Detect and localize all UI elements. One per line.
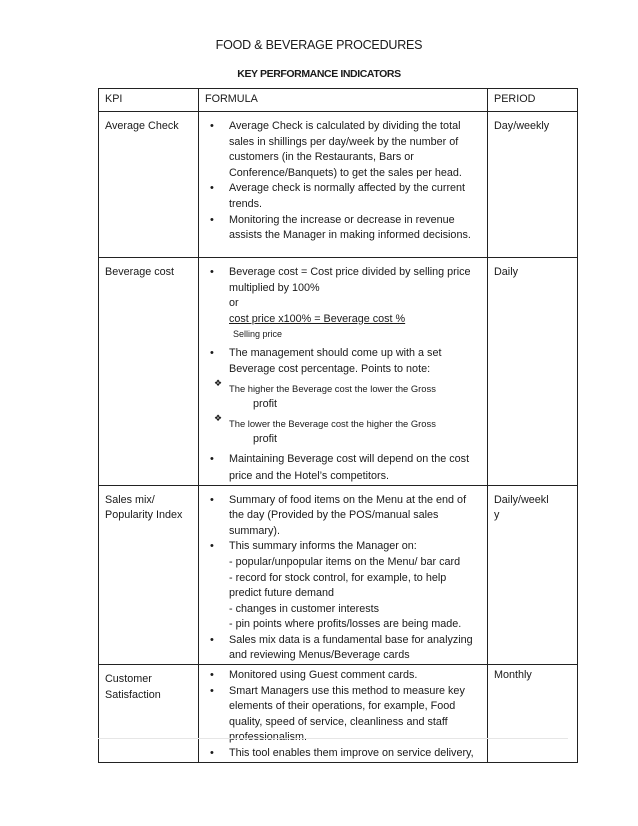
text-line: Customer bbox=[105, 673, 152, 686]
text-line: sales in shillings per day/week by the number of bbox=[229, 135, 459, 148]
text-line: summary). bbox=[229, 524, 280, 537]
kpi-cell bbox=[99, 665, 199, 763]
text-line: • Summary of food items on the Menu at the end of bbox=[229, 493, 467, 506]
formula-cell bbox=[199, 665, 488, 763]
period-cell: Monthly bbox=[488, 665, 578, 763]
text-line: or bbox=[229, 297, 239, 310]
document-title: FOOD & BEVERAGE PROCEDURES bbox=[215, 38, 423, 52]
section-subtitle: KEY PERFORMANCE INDICATORS bbox=[237, 68, 401, 80]
table-header-row bbox=[99, 89, 578, 112]
kpi-cell: Beverage cost bbox=[99, 258, 199, 486]
kpi-cell: Average Check bbox=[99, 112, 199, 258]
list-item bbox=[205, 493, 481, 540]
text-line: multiplied by 100% bbox=[229, 281, 320, 294]
table-row bbox=[99, 485, 578, 665]
text-line: • This summary informs the Manager on: bbox=[229, 540, 417, 553]
text-line: • Monitored using Guest comment cards. bbox=[229, 669, 418, 682]
text-line: ❖ The higher the Beverage cost the lower the Gross bbox=[229, 383, 436, 395]
text-line: - changes in customer interests bbox=[229, 602, 380, 615]
text-line: • Monitoring the increase or decrease in revenue bbox=[229, 213, 455, 226]
sub-list-item bbox=[205, 416, 481, 432]
kpi-cell bbox=[99, 485, 199, 665]
text-line: trends. bbox=[229, 197, 263, 210]
text-line: assists the Manager in making informed decisions. bbox=[229, 229, 471, 242]
list-item bbox=[205, 451, 481, 485]
text-line: predict future demand bbox=[229, 587, 335, 600]
text-line: and reviewing Menus/Beverage cards bbox=[229, 649, 410, 662]
formula-cell bbox=[199, 258, 488, 486]
header-kpi: KPI bbox=[99, 89, 199, 112]
text-line: - record for stock control, for example, to help bbox=[229, 571, 447, 584]
table-row bbox=[99, 258, 578, 486]
text-line: Daily/weekl bbox=[494, 493, 549, 506]
text-line: Popularity Index bbox=[105, 509, 183, 522]
list-item bbox=[205, 668, 481, 684]
text-line: Sales mix/ bbox=[105, 493, 155, 506]
text-line: • Sales mix data is a fundamental base for analyzing bbox=[229, 633, 473, 646]
formula-cell bbox=[199, 112, 488, 258]
header-period: PERIOD bbox=[488, 89, 578, 112]
period-cell: Daily bbox=[488, 258, 578, 486]
text-line: • The management should come up with a set bbox=[229, 346, 442, 359]
text-line: • Average Check is calculated by dividing the total bbox=[229, 120, 461, 132]
list-item bbox=[205, 181, 481, 212]
text-line: • Maintaining Beverage cost will depend on the cost bbox=[229, 452, 470, 465]
text-line: - pin points where profits/losses are being made. bbox=[229, 618, 462, 631]
text-line: Satisfaction bbox=[105, 688, 161, 701]
text-line: Conference/Banquets) to get the sales per head. bbox=[229, 166, 462, 179]
list-item bbox=[205, 539, 481, 555]
period-cell bbox=[488, 485, 578, 665]
table-row bbox=[99, 665, 578, 763]
text-line: ❖ The lower the Beverage cost the higher the Gross bbox=[229, 418, 436, 430]
header-formula: FORMULA bbox=[199, 89, 488, 112]
text-line: y bbox=[494, 509, 500, 522]
text-line: profit bbox=[253, 432, 278, 445]
list-item bbox=[205, 346, 481, 377]
text-line: customers (in the Restaurants, Bars or bbox=[229, 151, 414, 164]
text-line: • Average check is normally affected by the current bbox=[229, 182, 466, 195]
text-line: price and the Hotel’s competitors. bbox=[229, 469, 390, 482]
formula-cell bbox=[199, 485, 488, 665]
text-line: • Beverage cost = Cost price divided by selling price bbox=[229, 266, 471, 278]
list-item bbox=[205, 119, 481, 181]
list-item bbox=[205, 633, 481, 664]
text-line: Selling price bbox=[233, 329, 283, 340]
table-row bbox=[99, 112, 578, 258]
text-line: profit bbox=[253, 397, 278, 410]
text-line: elements of their operations, for example, Food bbox=[229, 700, 456, 713]
list-item bbox=[205, 213, 481, 244]
sub-list-item bbox=[205, 381, 481, 397]
text-line: - popular/unpopular items on the Menu/ bar card bbox=[229, 555, 461, 568]
text-line: cost price x100% = Beverage cost % bbox=[229, 312, 406, 325]
text-line: • Smart Managers use this method to measure key bbox=[229, 684, 465, 697]
text-line: Beverage cost percentage. Points to note: bbox=[229, 362, 431, 375]
kpi-table bbox=[98, 88, 578, 763]
text-line: the day (Provided by the POS/manual sales bbox=[229, 509, 439, 522]
period-cell: Day/weekly bbox=[488, 112, 578, 258]
text-line: • This tool enables them improve on service delivery, bbox=[229, 747, 474, 760]
list-item bbox=[205, 265, 481, 343]
page-divider bbox=[98, 738, 568, 739]
text-line: quality, speed of service, cleanliness and staff bbox=[229, 715, 448, 728]
list-item bbox=[205, 684, 481, 746]
list-item bbox=[205, 746, 481, 762]
